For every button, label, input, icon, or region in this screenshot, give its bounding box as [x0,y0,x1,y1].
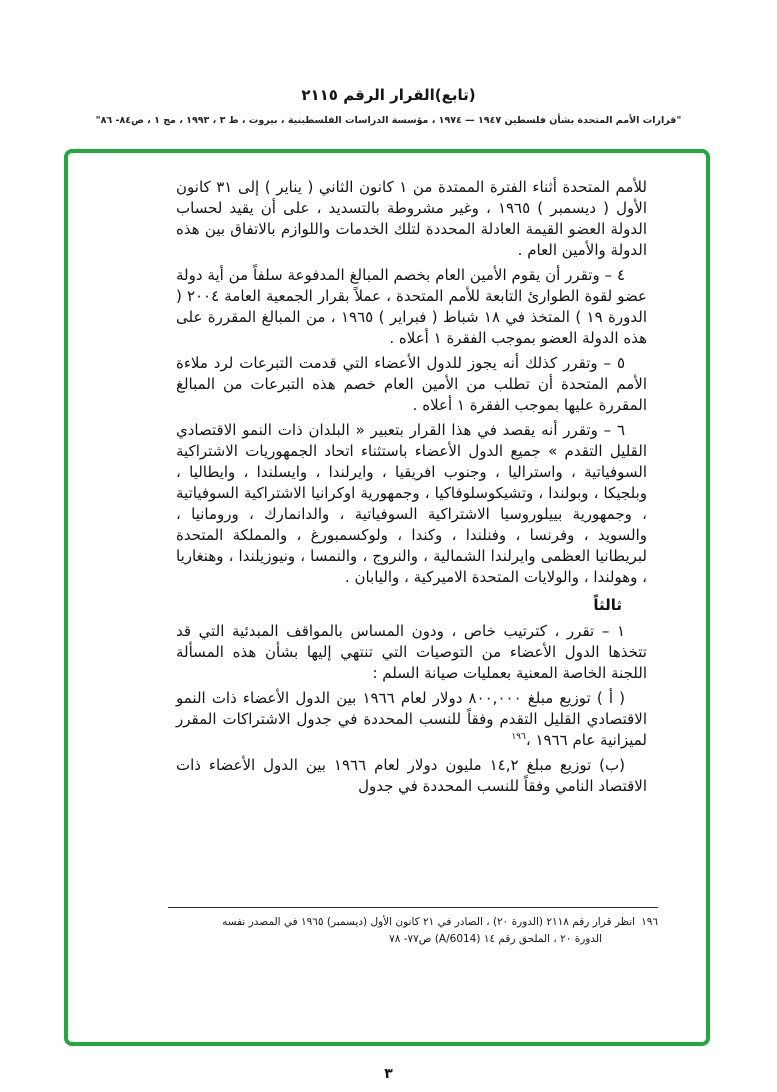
body-paragraph [176,177,647,261]
footnote-text: انظر قرار رقم ٢١١٨ (الدورة ٢٠) ، الصادر في ٢١ كانون الأول (ديسمبر) ١٩٦٥ في المصدر نفسه [222,916,636,928]
footnote-ref: ١٩٦ [511,732,526,742]
source-citation: "قرارات الأمم المتحدة بشأن فلسطين ١٩٤٧ — ١٩٧٤ ، مؤسسة الدراسات الفلسطينية ، بيروت ، ط ٣ ، ١٩٩٣ ، مج ١ ، ص٨٤- ٨٦" [95,115,682,126]
section-heading: ثالثاً [593,596,622,614]
paragraph-text: ٦ – وتقرر أنه يقصد في هذا القرار بتعبير « البلدان ذات النمو الاقتصادي القليل التقدم » جميع الدول الأعضاء باستثناء اتحاد الجمهوريات الاشتراكية السوفياتية ، واستراليا ، وجنوب افريقيا ، وايرلندا ، وايسلندا ، وايطاليا ، وبلجيكا ، وبولندا ، وتشيكوسلوفاكيا ، وجمهورية اوكرانيا الاشتراكية السوفياتية ، وجمهورية بييلوروسيا الاشتراكية السوفياتية ، والدانمارك ، ورومانيا ، والسويد ، وفرنسا ، وفنلندا ، وكندا ، ولوكسمبورغ ، والمملكة المتحدة لبريطانيا العظمى وايرلندا الشمالية ، والنروج ، والنمسا ، ونيوزيلندا ، وهنغاريا ، وهولندا ، والولايات المتحدة الاميركية ، واليابان . [176,421,647,586]
paragraph-text: للأمم المتحدة أثناء الفترة الممتدة من ١ كانون الثاني ( يناير ) إلى ٣١ كانون الأول ( ديسمبر ) ١٩٦٥ ، وغير مشروطة بالتسديد ، على أن يقيد لحساب الدولة العضو القيمة العادلة المحددة لتلك الخدمات واللوازم بالاتفاق بين هذه الدولة والأمين العام . [176,178,647,259]
footnote-line-1 [168,914,658,931]
footnote-separator [168,907,658,908]
document-body [176,177,647,801]
resolution-title: (تابع)القرار الرقم ٢١١٥ [301,86,476,104]
paragraph-text: ٤ – وتقرر أن يقوم الأمين العام بخصم المبالغ المدفوعة سلفاً من أية دولة عضو لقوة الطوارئ التابعة للأمم المتحدة ، عملاً بقرار الجمعية العامة ٢٠٠٤ ( الدورة ١٩ ) المتخذ في ١٨ شباط ( فبراير ) ١٩٦٥ ، من المبالغ المقررة على هذه الدولة العضو بموجب الفقرة ١ أعلاه . [176,266,647,347]
body-paragraph [176,755,647,797]
paragraph-text: ٥ – وتقرر كذلك أنه يجوز للدول الأعضاء التي قدمت التبرعات لرد ملاءة الأمم المتحدة أن تطلب من الأمين العام خصم هذه التبرعات من المبالغ المقررة عليها بموجب الفقرة ١ أعلاه . [176,354,647,414]
paragraph-text: ( أ ) توزيع مبلغ ٨٠٠,٠٠٠ دولار لعام ١٩٦٦ بين الدول الأعضاء ذات النمو الاقتصادي القليل التقدم وفقاً للنسب المحددة في جدول الاشتراكات المقرر لميزانية عام ١٩٦٦ ، [176,689,647,749]
paragraph-text: ١ – تقرر ، كترتيب خاص ، ودون المساس بالمواقف المبدئية التي قد تتخذها الدول الأعضاء من التوصيات التي تنتهي إليها بشأن هذه المسألة اللجنة الخاصة المعنية بعمليات صيانة السلم : [176,622,647,682]
footnote [168,914,658,948]
footnote-line-2: الدورة ٢٠ ، الملحق رقم ١٤ (A/6014) ص٧٧- ٧٨ [389,933,602,945]
page-number: ٣ [384,1066,393,1082]
body-paragraph [176,353,647,416]
body-paragraph [176,265,647,349]
page-header [0,86,777,126]
footnote-marker: ١٩٦ [641,916,658,928]
paragraph-text: (ب) توزيع مبلغ ١٤,٢ مليون دولار لعام ١٩٦٦ بين الدول الأعضاء ذات الاقتصاد النامي وفقاً للنسب المحددة في جدول [176,756,647,795]
body-paragraph [176,688,647,751]
body-paragraph [176,621,647,684]
body-paragraph [176,420,647,588]
